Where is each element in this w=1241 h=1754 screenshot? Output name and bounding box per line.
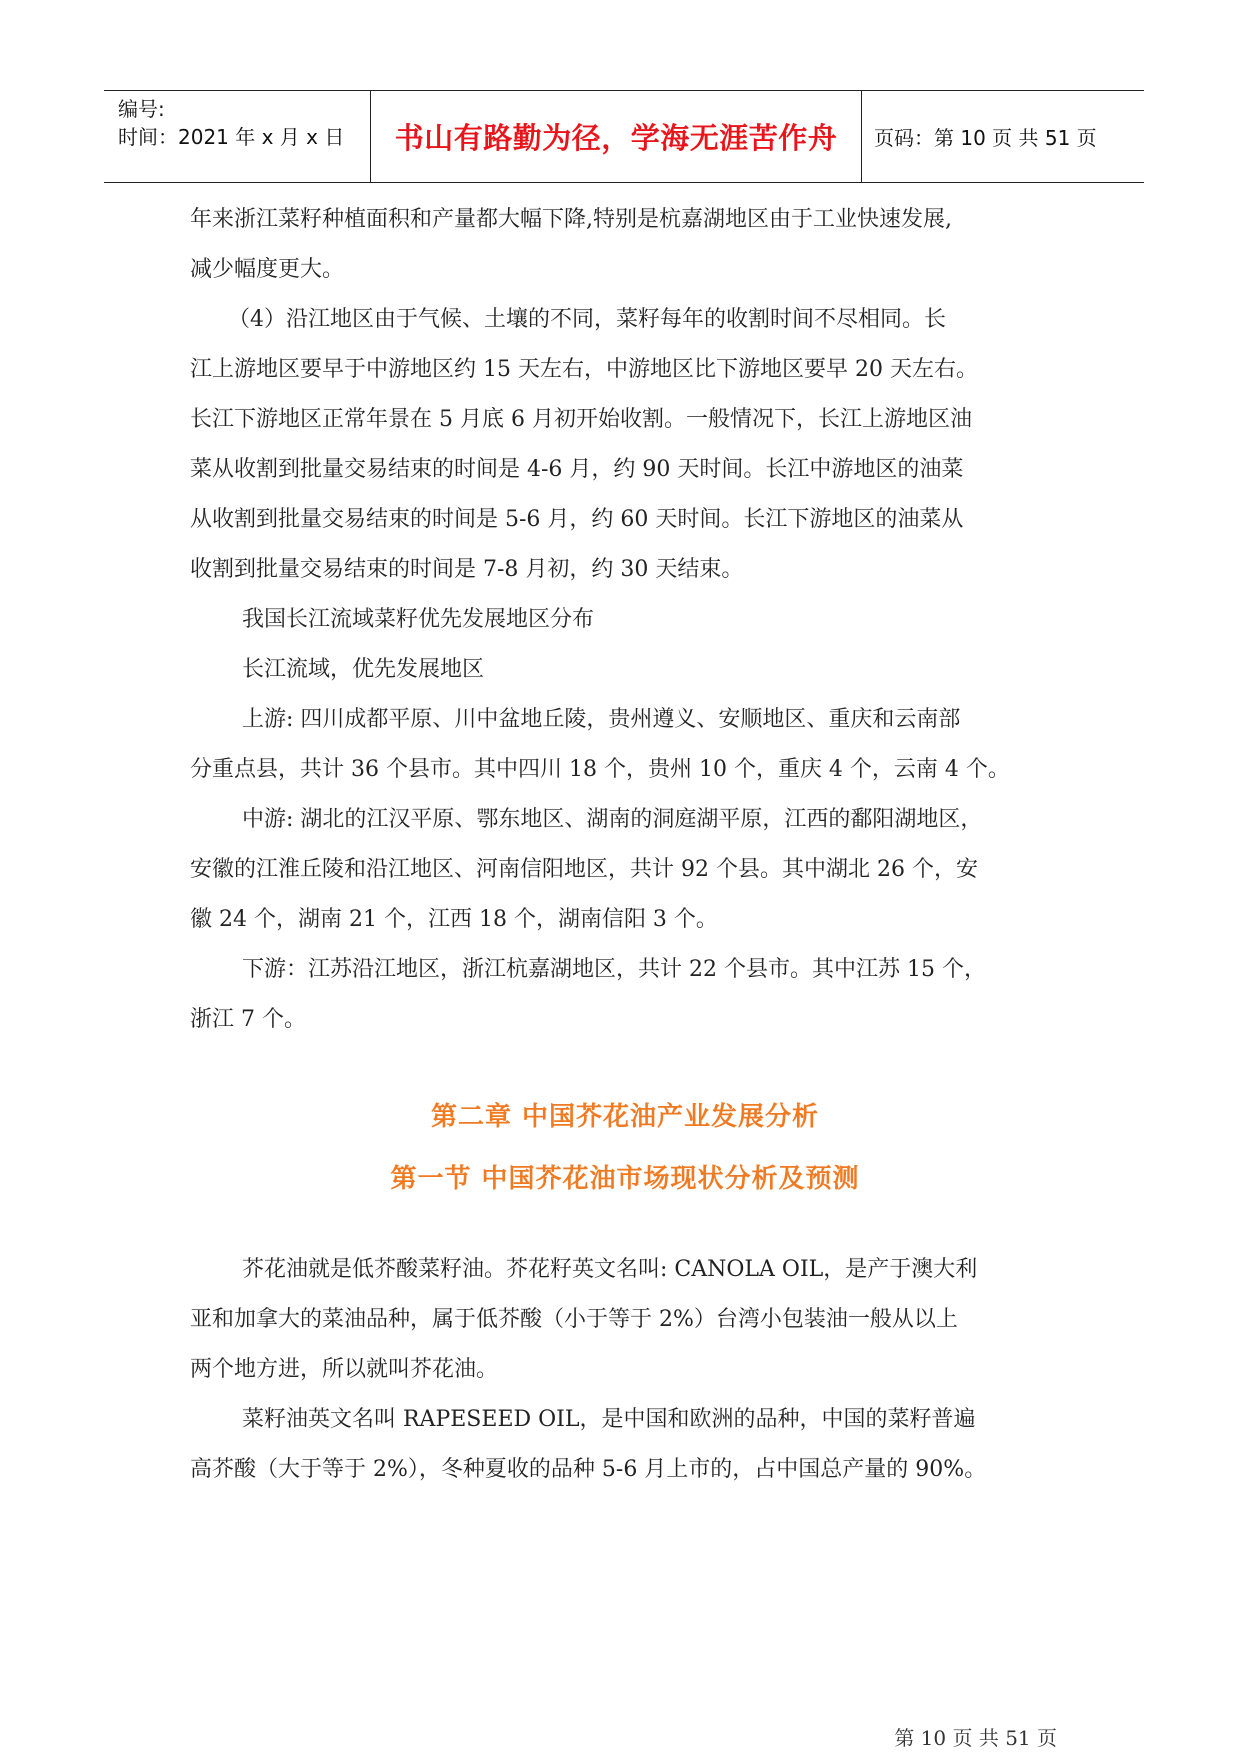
paragraph-line: 江上游地区要早于中游地区约 15 天左右，中游地区比下游地区要早 20 天左右。 xyxy=(190,357,978,382)
paragraph-line: 长江流域，优先发展地区 xyxy=(242,657,485,682)
paragraph-line: 长江下游地区正常年景在 5 月底 6 月初开始收割。一般情况下，长江上游地区油 xyxy=(190,407,972,432)
header-info-cell xyxy=(104,91,371,182)
paragraph-line: 收割到批量交易结束的时间是 7-8 月初，约 30 天结束。 xyxy=(190,557,744,582)
chapter-title: 第二章 中国芥花油产业发展分析 xyxy=(430,1102,820,1132)
paragraph-line: 从收割到批量交易结束的时间是 5-6 月，约 60 天时间。长江下游地区的油菜从 xyxy=(190,507,964,532)
paragraph-line: 年来浙江菜籽种植面积和产量都大幅下降,特别是杭嘉湖地区由于工业快速发展, xyxy=(190,207,952,232)
paragraph-line: 安徽的江淮丘陵和沿江地区、河南信阳地区，共计 92 个县。其中湖北 26 个，安 xyxy=(190,857,978,882)
paragraph-line: 徽 24 个，湖南 21 个，江西 18 个，湖南信阳 3 个。 xyxy=(190,907,718,932)
paragraph-line: 浙江 7 个。 xyxy=(190,1007,306,1032)
paragraph-line: 两个地方进，所以就叫芥花油。 xyxy=(190,1357,499,1382)
page-footer: 第 10 页 共 51 页 xyxy=(894,1726,1057,1750)
header-motto: 书山有路勤为径，学海无涯苦作舟 xyxy=(371,91,862,182)
document-number-label: 编号: xyxy=(118,97,165,121)
paragraph-line: 芥花油就是低芥酸菜籽油。芥花籽英文名叫: CANOLA OIL，是产于澳大利 xyxy=(242,1257,978,1282)
paragraph-line: 菜籽油英文名叫 RAPESEED OIL，是中国和欧洲的品种，中国的菜籽普遍 xyxy=(242,1407,976,1432)
document-time-label: 时间：2021 年 x 月 x 日 xyxy=(118,125,345,149)
paragraph-line: 下游：江苏沿江地区，浙江杭嘉湖地区，共计 22 个县市。其中江苏 15 个， xyxy=(242,957,986,982)
paragraph-line: 菜从收割到批量交易结束的时间是 4-6 月，约 90 天时间。长江中游地区的油菜 xyxy=(190,457,964,482)
paragraph-line: 我国长江流域菜籽优先发展地区分布 xyxy=(242,607,595,632)
paragraph-line: 亚和加拿大的菜油品种，属于低芥酸（小于等于 2%）台湾小包装油一般从以上 xyxy=(190,1307,958,1332)
paragraph-line: 分重点县，共计 36 个县市。其中四川 18 个，贵州 10 个，重庆 4 个，云南 4 个。 xyxy=(190,757,1010,782)
paragraph-line: （4）沿江地区由于气候、土壤的不同，菜籽每年的收割时间不尽相同。长 xyxy=(228,307,946,332)
paragraph-line: 高芥酸（大于等于 2%），冬种夏收的品种 5-6 月上市的，占中国总产量的 90%。 xyxy=(190,1457,987,1482)
paragraph-line: 上游: 四川成都平原、川中盆地丘陵，贵州遵义、安顺地区、重庆和云南部 xyxy=(242,707,961,732)
header-page-label: 页码：第 10 页 共 51 页 xyxy=(874,126,1097,150)
paragraph-line: 中游: 湖北的江汉平原、鄂东地区、湖南的洞庭湖平原，江西的鄱阳湖地区， xyxy=(242,807,983,832)
paragraph-line: 减少幅度更大。 xyxy=(190,257,345,282)
section-title: 第一节 中国芥花油市场现状分析及预测 xyxy=(390,1164,860,1194)
page-header xyxy=(104,90,1144,183)
